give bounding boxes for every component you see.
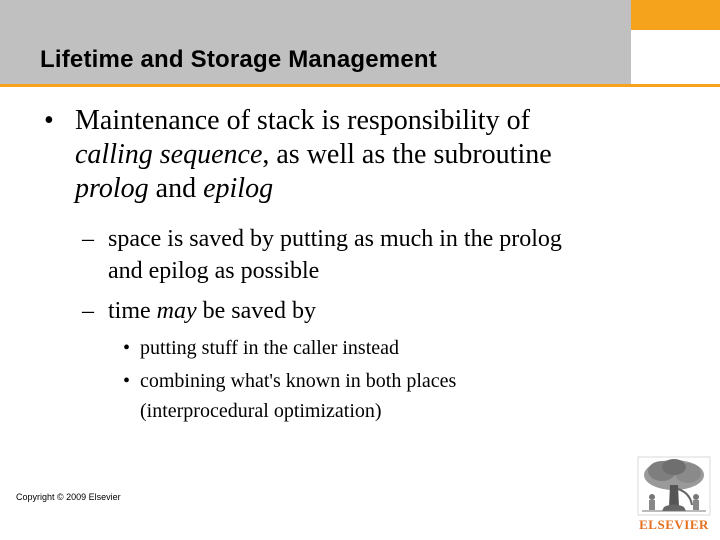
sub-sub-point-2-text (140, 366, 560, 426)
accent-block (631, 0, 720, 30)
sub-sub-line: combining what's known in both places (140, 370, 457, 392)
sub-line: and epilog as possible (108, 258, 320, 284)
bullet-marker: • (44, 105, 54, 136)
accent-line (0, 84, 720, 87)
sub-text: time (108, 298, 157, 324)
bullet-line (75, 138, 675, 172)
sub-line: space is saved by putting as much in the prolog (108, 226, 562, 252)
bullet-line (75, 172, 675, 206)
sub-point-1-text (108, 223, 668, 287)
tree-logo-icon (634, 455, 714, 517)
bullet-marker: • (123, 337, 131, 359)
sub-text: be saved by (196, 298, 316, 324)
sub-sub-point-1-text: putting stuff in the caller instead (140, 337, 400, 359)
emphasis-text: may (156, 298, 197, 324)
connector-text: and (148, 173, 204, 204)
logo-wordmark: ELSEVIER (639, 517, 709, 532)
bullet-point-1-text (75, 104, 675, 206)
sub-sub-line: (interprocedural optimization) (140, 400, 382, 422)
elsevier-logo (634, 455, 714, 535)
emphasis-text: calling sequence (75, 139, 263, 170)
dash-marker: – (82, 226, 94, 252)
sub-point-2-text (108, 295, 668, 327)
bullet-line: Maintenance of stack is responsibility of (75, 105, 530, 136)
slide-title: Lifetime and Storage Management (40, 46, 437, 73)
copyright-notice: Copyright © 2009 Elsevier (16, 492, 121, 502)
emphasis-text: epilog (203, 173, 274, 204)
bullet-marker: • (123, 370, 131, 392)
emphasis-text: prolog (75, 173, 149, 204)
bullet-line-rest: , as well as the subroutine (262, 139, 552, 170)
dash-marker: – (82, 298, 94, 324)
